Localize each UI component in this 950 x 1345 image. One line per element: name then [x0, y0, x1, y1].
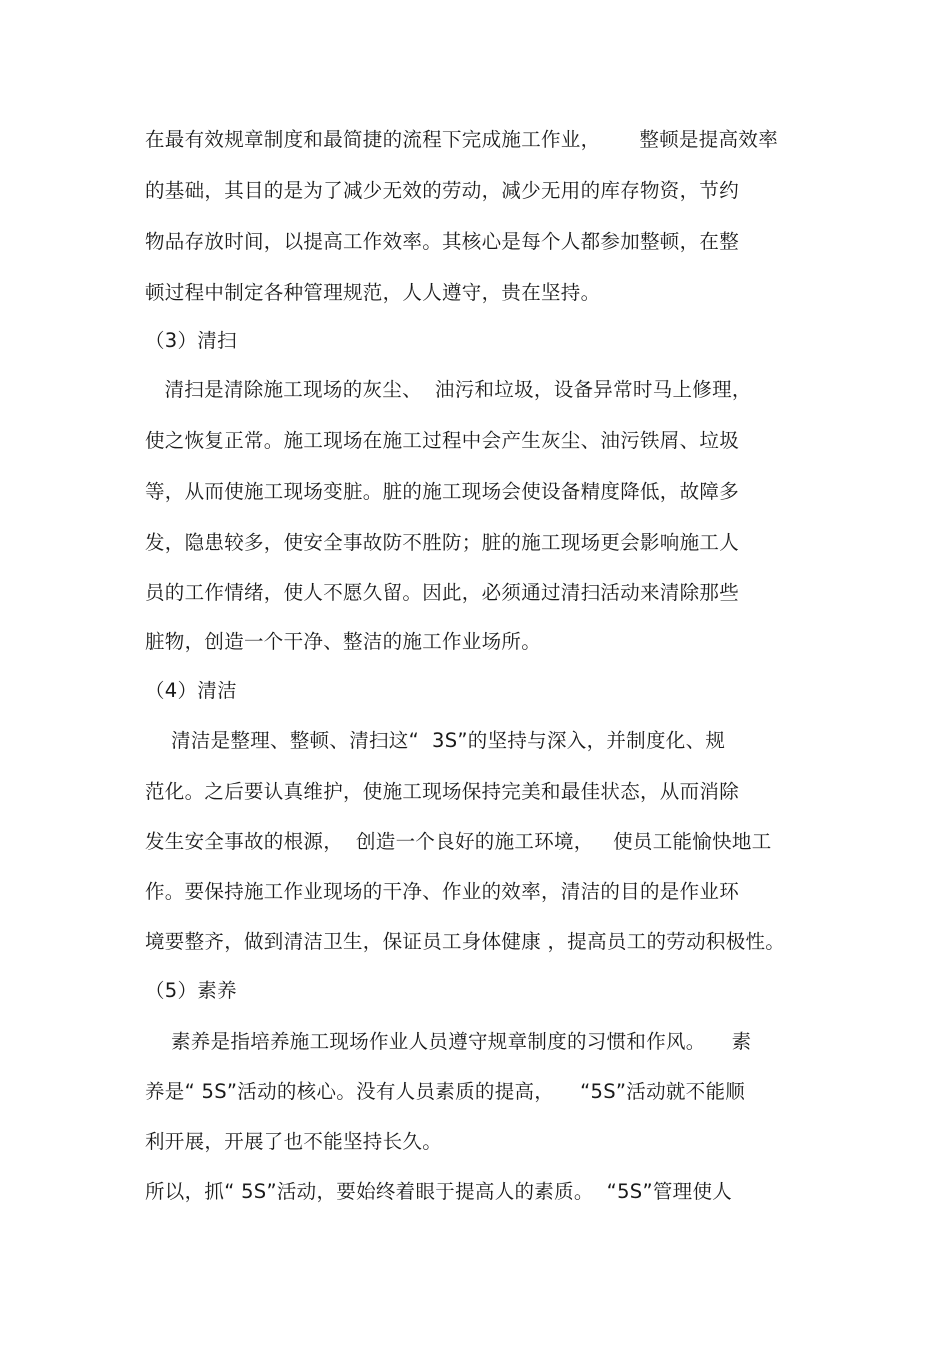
- section-heading: （4）清洁: [145, 679, 237, 702]
- paragraph-line: 利开展，开展了也不能坚持长久。: [145, 1130, 443, 1153]
- paragraph-line: 发，隐患较多，使安全事故防不胜防；脏的施工现场更会影响施工人: [145, 531, 740, 554]
- section-heading: （3）清扫: [145, 329, 237, 352]
- paragraph-line: 使之恢复正常。施工现场在施工过程中会产生灰尘、油污铁屑、垃圾: [145, 429, 740, 452]
- paragraph-line: 素养是指培养施工现场作业人员遵守规章制度的习惯和作风。 素: [145, 1030, 752, 1053]
- paragraph-line: 脏物，创造一个干净、整洁的施工作业场所。: [145, 630, 542, 653]
- paragraph-line: 境要整齐，做到清洁卫生，保证员工身体健康 ，提高员工的劳动积极性。: [145, 930, 786, 953]
- paragraph-line: 等，从而使施工现场变脏。脏的施工现场会使设备精度降低，故障多: [145, 480, 740, 503]
- paragraph-line: 作。要保持施工作业现场的干净、作业的效率，清洁的目的是作业环: [145, 880, 740, 903]
- section-heading: （5）素养: [145, 979, 237, 1002]
- paragraph-line: 在最有效规章制度和最简捷的流程下完成施工作业， 整顿是提高效率: [145, 128, 778, 151]
- paragraph-line: 所以，抓“ 5S”活动，要始终着眼于提高人的素质。 “5S”管理使人: [145, 1180, 733, 1203]
- paragraph-line: 物品存放时间，以提高工作效率。其核心是每个人都参加整顿，在整: [145, 230, 740, 253]
- paragraph-line: 范化。之后要认真维护，使施工现场保持完美和最佳状态，从而消除: [145, 780, 740, 803]
- paragraph-line: 清扫是清除施工现场的灰尘、 油污和垃圾，设备异常时马上修理，: [145, 378, 752, 401]
- paragraph-line: 员的工作情绪，使人不愿久留。因此，必须通过清扫活动来清除那些: [145, 581, 740, 604]
- paragraph-line: 养是“ 5S”活动的核心。没有人员素质的提高， “5S”活动就不能顺: [145, 1080, 746, 1103]
- paragraph-line: 清洁是整理、整顿、清扫这“ 3S”的坚持与深入，并制度化、规: [145, 729, 726, 752]
- paragraph-line: 的基础，其目的是为了减少无效的劳动，减少无用的库存物资，节约: [145, 179, 740, 202]
- paragraph-line: 发生安全事故的根源， 创造一个良好的施工环境， 使员工能愉快地工: [145, 830, 772, 853]
- paragraph-line: 顿过程中制定各种管理规范，人人遵守，贵在坚持。: [145, 281, 601, 304]
